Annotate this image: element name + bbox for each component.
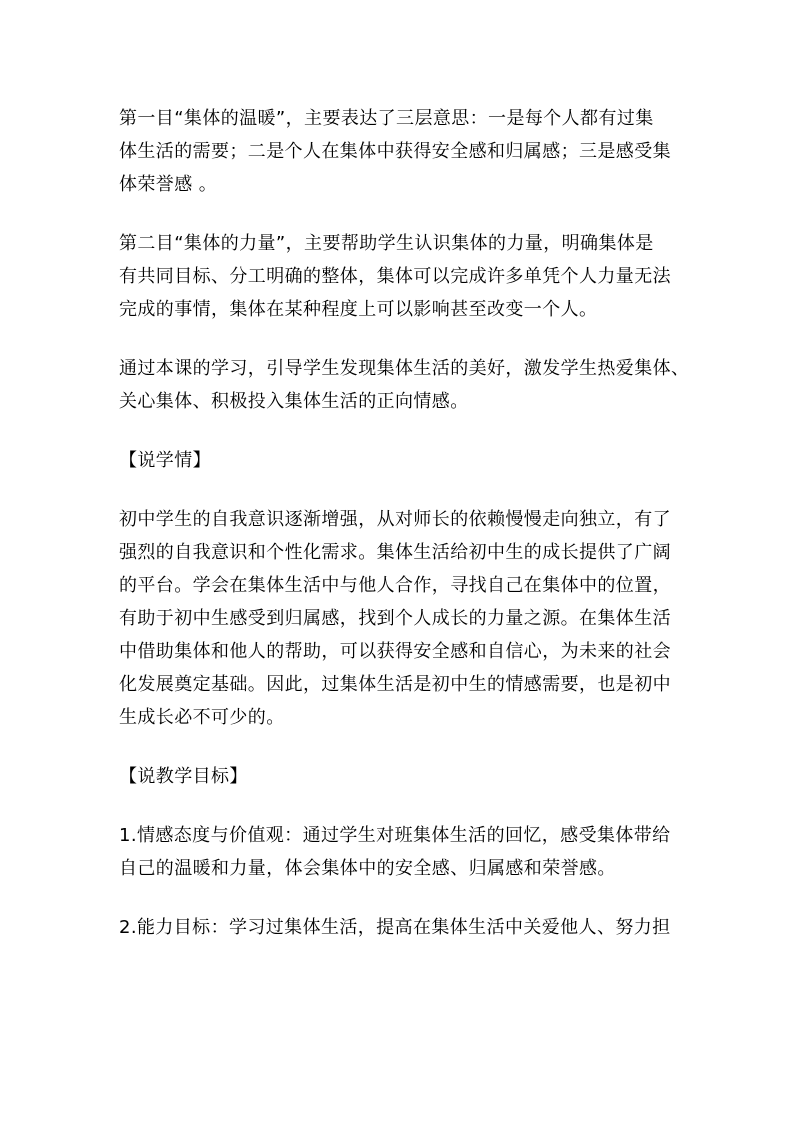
text-line: 自己的温暖和力量，体会集体中的安全感、归属感和荣誉感。 — [119, 858, 616, 879]
text-line: 1.情感态度与价值观：通过学生对班集体生活的回忆，感受集体带给 — [119, 825, 671, 846]
text-line: 完成的事情，集体在某种程度上可以影响甚至改变一个人。 — [119, 299, 598, 320]
text-line: 体荣誉感 。 — [119, 174, 218, 195]
text-line: 关心集体、积极投入集体生活的正向情感。 — [119, 391, 469, 412]
text-line: 强烈的自我意识和个性化需求。集体生活给初中生的成长提供了广阔 — [119, 542, 671, 563]
objective-item-emotion — [119, 819, 677, 885]
text-line: 通过本课的学习，引导学生发现集体生活的美好，激发学生热爱集体、 — [119, 358, 690, 379]
paragraph-lesson-summary — [119, 352, 690, 418]
document-body — [119, 102, 690, 970]
paragraph-collective-warmth — [119, 102, 677, 201]
text-line: 的平台。学会在集体生活中与他人合作，寻找自己在集体中的位置， — [119, 575, 671, 596]
text-line: 初中学生的自我意识逐渐增强，从对师长的依赖慢慢走向独立，有了 — [119, 509, 671, 530]
text-line: 2.能力目标：学习过集体生活，提高在集体生活中关爱他人、努力担 — [119, 917, 671, 938]
paragraph-collective-strength — [119, 227, 677, 326]
section-heading-teaching-objectives: 【说教学目标】 — [119, 766, 248, 787]
text-line: 有助于初中生感受到归属感，找到个人成长的力量之源。在集体生活 — [119, 608, 671, 629]
paragraph-student-analysis — [119, 503, 677, 734]
text-line: 中借助集体和他人的帮助，可以获得安全感和自信心，为未来的社会 — [119, 641, 671, 662]
text-line: 体生活的需要；二是个人在集体中获得安全感和归属感；三是感受集 — [119, 141, 671, 162]
text-line: 有共同目标、分工明确的整体，集体可以完成许多单凭个人力量无法 — [119, 266, 671, 287]
text-line: 第二目“集体的力量”，主要帮助学生认识集体的力量，明确集体是 — [119, 233, 654, 254]
text-line: 第一目“集体的温暖”，主要表达了三层意思：一是每个人都有过集 — [119, 108, 654, 129]
objective-item-ability — [119, 911, 677, 944]
section-heading-student-analysis: 【说学情】 — [119, 450, 211, 471]
text-line: 生成长必不可少的。 — [119, 707, 285, 728]
text-line: 化发展奠定基础。因此，过集体生活是初中生的情感需要，也是初中 — [119, 674, 671, 695]
